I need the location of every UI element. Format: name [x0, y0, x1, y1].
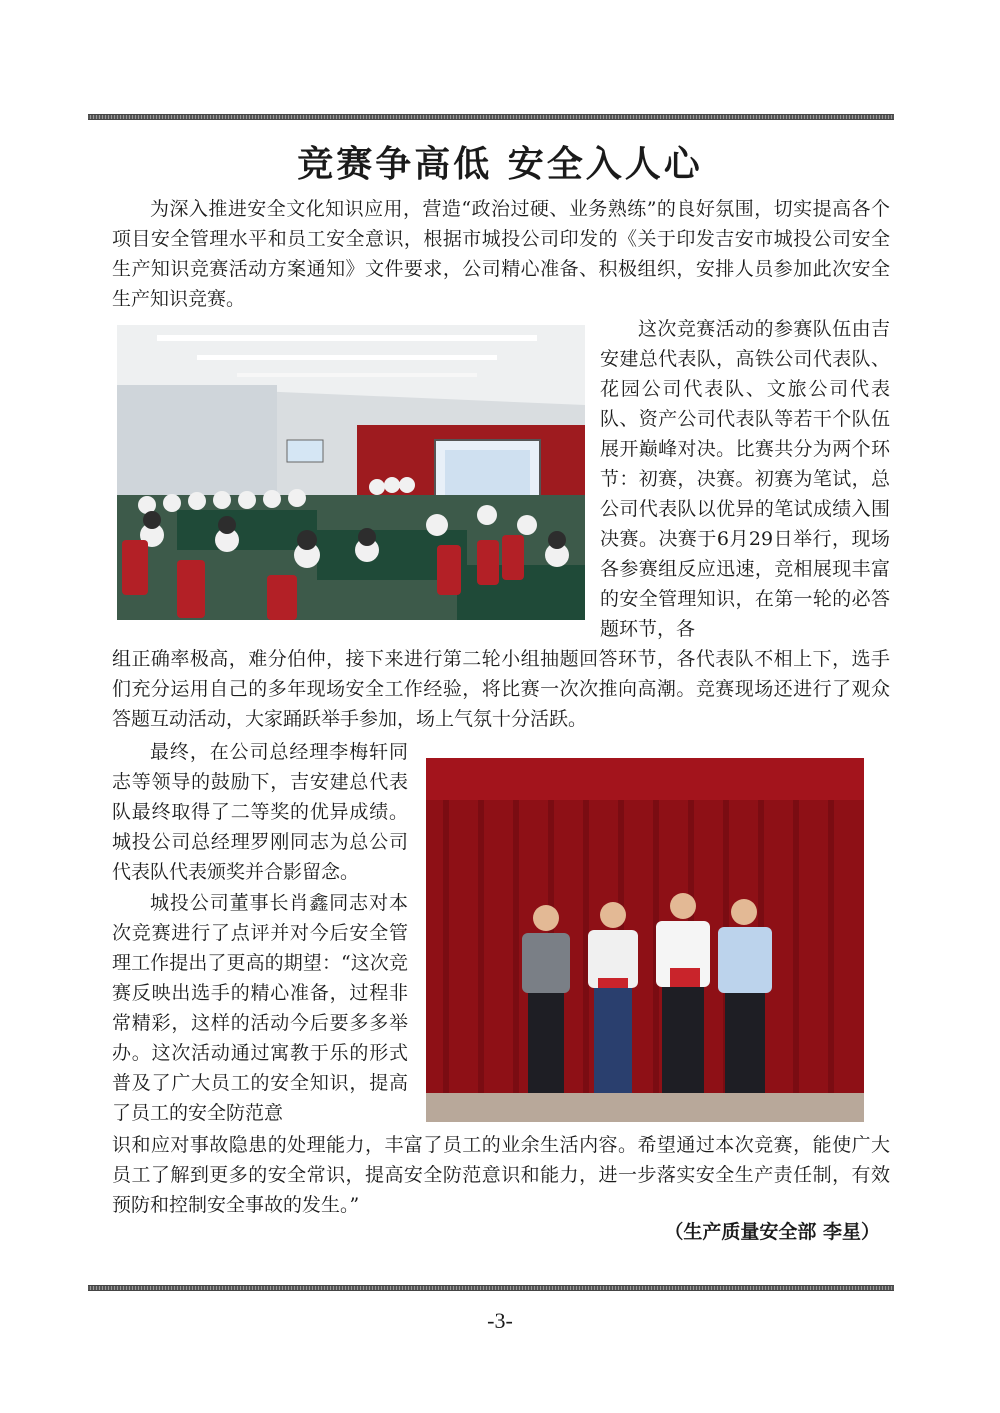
top-divider [88, 114, 894, 120]
paragraph-result: 最终，在公司总经理李梅轩同志等领导的鼓励下，吉安建总代表队最终取得了二等奖的优异成绩。城投公司总经理罗刚同志为总公司代表队代表颁奖并合影留念。 [112, 741, 408, 883]
bottom-divider [88, 1285, 894, 1291]
paragraph-competition-continued: 组正确率极高，难分伯仲，接下来进行第二轮小组抽题回答环节，各代表队不相上下，选手们充分运用自己的多年现场安全工作经验，将比赛一次次推向高潮。竞赛现场还进行了观众答题互动活动，大家踊跃举手参加，场上气氛十分活跃。 [112, 648, 890, 730]
paragraph-comment-continued: 识和应对事故隐患的处理能力，丰富了员工的业余生活内容。希望通过本次竞赛，能使广大员工了解到更多的安全常识，提高安全防范意识和能力，进一步落实安全生产责任制，有效预防和控制安全事故的发生。” [112, 1134, 890, 1216]
award-group-photo [426, 758, 864, 1122]
author-signature: （生产质量安全部 李星） [664, 1221, 880, 1243]
paragraph-intro: 为深入推进安全文化知识应用，营造“政治过硬、业务熟练”的良好氛围，切实提高各个项目安全管理水平和员工安全意识，根据市城投公司印发的《关于印发吉安市城投公司安全生产知识竞赛活动方案通知》文件要求，公司精心准备、积极组织，安排人员参加此次安全生产知识竞赛。 [112, 198, 890, 310]
article-title: 竞赛争高低 安全入人心 [297, 143, 703, 185]
page-number: -3- [487, 1308, 513, 1333]
paragraph-competition-side: 这次竞赛活动的参赛队伍由吉安建总代表队，高铁公司代表队、花园公司代表队、文旅公司代表队、资产公司代表队等若干个队伍展开巅峰对决。比赛共分为两个环节：初赛，决赛。初赛为笔试，总公司代表队以优异的笔试成绩入围决赛。决赛于6月29日举行，现场各参赛组反应迅速，竞相展现丰富的安全管理知识，在第一轮的必答题环节，各 [600, 318, 890, 640]
paragraph-comment-side: 城投公司董事长肖鑫同志对本次竞赛进行了点评并对今后安全管理工作提出了更高的期望：“这次竞赛反映出选手的精心准备，过程非常精彩，这样的活动今后要多多举办。这次活动通过寓教于乐的形式普及了广大员工的安全知识，提高了员工的安全防范意 [112, 892, 408, 1124]
competition-hall-photo [117, 325, 585, 620]
